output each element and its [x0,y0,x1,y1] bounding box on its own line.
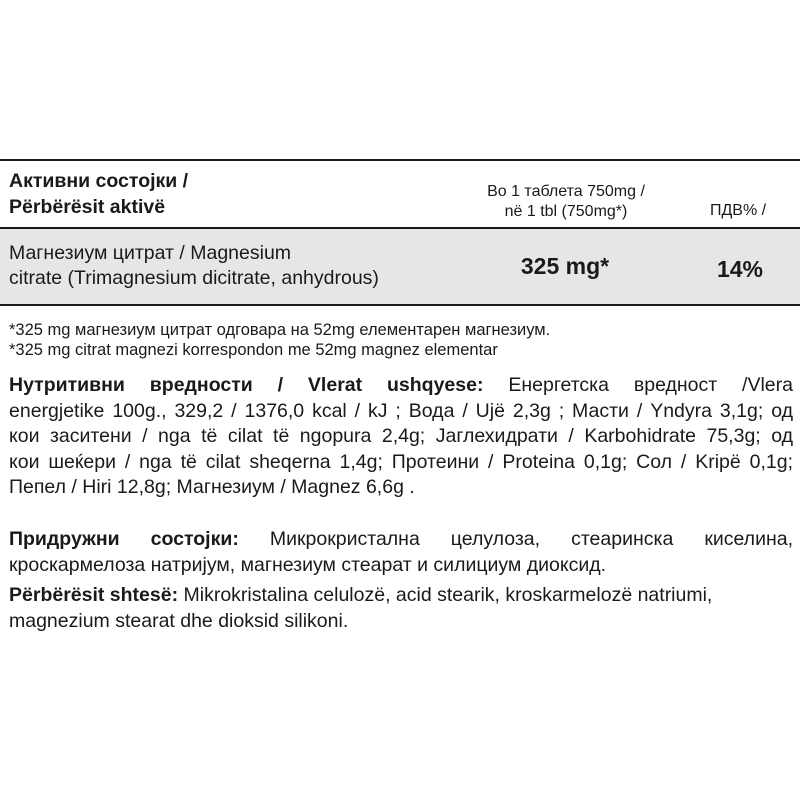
excipients-sq-line-2: magnezium stearat dhe dioksid silikoni. [9,609,349,632]
footnote-sq: *325 mg citrat magnezi korrespondon me 52mg magnez elementar [9,341,498,359]
header-active-ingredients-sq: Përbërësit aktivë [9,196,166,218]
header-per-tablet [478,182,654,222]
table-top-rule [0,159,800,161]
nutrition-line-1 [9,373,793,399]
header-per-tablet-sq: në 1 tbl (750mg*) [504,203,628,220]
footnotes [9,320,789,360]
nutrition-line-4: кои шеќери / nga të cilat sheqerna 1,4g; Протеини / Proteina 0,1g; Сол / Kripë 0,1g; [9,450,793,473]
nutrition-line-2: energjetike 100g., 329,2 / 1376,0 kcal / kJ ; Вода / Ujë 2,3g ; Масти / Yndyra 3,1g; од [9,399,793,422]
nutrition-line-5: Пепел / Hiri 12,8g; Магнезиум / Magnez 6,6g . [9,476,415,498]
nutrition-line-3: кои заситени / nga të cilat të ngopura 2,4g; Јаглехидрати / Karbohidrate 75,3g; од [9,425,793,447]
header-active-ingredients-mk: Активни состојки / [9,170,189,192]
nutrition-label: Нутритивни вредности / Vlerat ushqyese: [9,374,484,396]
footnote-mk: *325 mg магнезиум цитрат одговара на 52mg елементарен магнезиум. [9,321,551,339]
excipients-mk-line-2: кроскармелоза натриjум, магнезиум стеарат и силициум диоксид. [9,553,607,576]
header-active-ingredients [9,168,249,220]
ingredient-daily-value: 14% [716,256,764,282]
excipients-mk [9,527,793,578]
ingredient-name-line2: citrate (Trimagnesium dicitrate, anhydrous) [9,267,379,289]
ingredient-name-line1: Магнезиум цитрат / Magnesium [9,242,292,264]
ingredient-amount: 325 mg* [520,253,610,279]
excipients-mk-line-1 [9,527,793,553]
excipients-sq-text-1: Mikrokristalina celulozë, acid stearik, kroskarmelozë natriumi, [178,584,713,606]
excipients-mk-label: Придружни состојки: [9,528,239,550]
excipients-sq [9,583,793,634]
nutrition-text-1: Енергетска вредност /Vlera [483,374,793,396]
nutrition-values [9,373,793,501]
excipients-mk-text-1: Микрокристална целулоза, стеаринска киселина, [238,528,793,550]
excipients-sq-label: Përbërësit shtesë: [9,584,179,606]
table-bottom-rule [0,304,800,306]
header-per-tablet-mk: Во 1 таблета 750mg / [487,183,645,200]
header-daily-value: ПДВ% / [709,202,767,219]
ingredient-name [9,241,439,291]
excipients-sq-line-1 [9,583,793,609]
